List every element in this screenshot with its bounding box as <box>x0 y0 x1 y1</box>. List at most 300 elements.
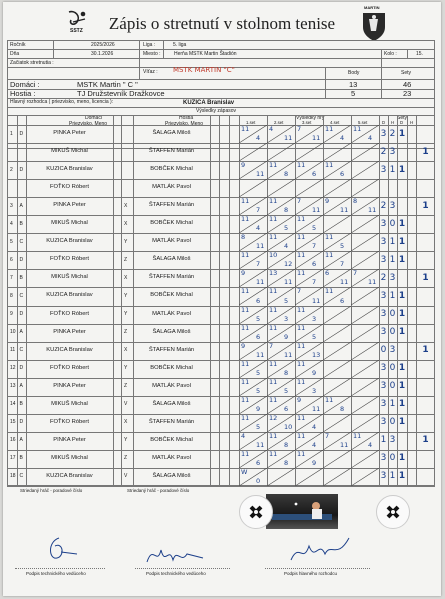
col-h: H <box>391 120 395 125</box>
set-home-score: 11 <box>269 449 278 458</box>
set-cell <box>351 468 379 486</box>
kolo-value: 15. <box>416 51 423 57</box>
home-letter: C <box>19 473 24 480</box>
set-cell <box>351 378 379 396</box>
set-away-score: 11 <box>256 350 265 359</box>
set-away-score: 4 <box>312 440 317 449</box>
set-home-score: 9 <box>241 269 246 278</box>
sets-away: 3 <box>389 435 396 446</box>
set-away-score: 5 <box>284 224 289 233</box>
away-letter: Z <box>124 256 128 263</box>
point-away: 1 <box>422 435 429 446</box>
miesto-label: Miesto : <box>143 51 161 57</box>
away-letter: Y <box>124 365 128 372</box>
set-home-score: 11 <box>297 305 306 314</box>
set-away-score: 8 <box>284 206 289 215</box>
set-cell <box>323 342 351 360</box>
set-away-score: 11 <box>312 206 321 215</box>
table-tennis-photo <box>266 494 338 529</box>
sig-tech-h-label: Podpis technického vedúceho <box>146 571 206 576</box>
match-number: 13 <box>10 383 16 390</box>
away-letter: X <box>124 202 128 209</box>
set-home-score: 11 <box>241 323 250 332</box>
point-away: 1 <box>422 272 429 283</box>
set-away-score: 13 <box>312 350 321 359</box>
away-player: MATLÁK Pavol <box>152 184 191 191</box>
set-home-score: 11 <box>269 323 278 332</box>
away-letter: X <box>124 419 128 426</box>
set-cell <box>323 450 351 468</box>
set-home-score: 11 <box>241 287 250 296</box>
set-home-score: 7 <box>297 287 302 296</box>
away-player: ŠTAFFEN Marián <box>148 202 195 209</box>
set-away-score: 5 <box>312 332 317 341</box>
sets-away: 3 <box>389 345 396 356</box>
sets-home: 3 <box>380 363 387 374</box>
point-home: 1 <box>398 417 406 428</box>
liga-value: 5. liga <box>173 42 187 48</box>
sets-away: 3 <box>389 200 396 211</box>
sets-away: 0 <box>389 218 396 229</box>
sets-home: 3 <box>380 309 387 320</box>
set-home-score: 4 <box>241 431 246 440</box>
sets-home: 3 <box>380 399 387 410</box>
away-player: MATLÁK Pavol <box>152 454 191 461</box>
match-number: 14 <box>10 401 16 408</box>
set-away-score: 5 <box>256 368 261 377</box>
set-header-5: 5.set <box>358 120 368 125</box>
set-away-score: 7 <box>312 242 317 251</box>
away-letter: V <box>124 473 128 480</box>
point-away: 1 <box>422 200 429 211</box>
set-home-score: 11 <box>325 161 334 170</box>
set-home-score: 11 <box>297 161 306 170</box>
set-home-score: 11 <box>269 431 278 440</box>
set-home-score: 11 <box>353 431 362 440</box>
point-home: 1 <box>398 236 406 247</box>
away-player: ŠALAGA Miloš <box>152 328 191 335</box>
home-player: KUZICA Branislav <box>46 166 93 173</box>
sets-home: 3 <box>380 164 387 175</box>
home-player: FOŤKO Róbert <box>50 418 89 425</box>
home-player: MIKUŠ Michal <box>51 274 88 281</box>
point-away: 1 <box>422 345 429 356</box>
set-header-2: 2.set <box>274 120 284 125</box>
signature-tech-d <box>41 532 86 567</box>
home-player: FOŤKO Róbert <box>50 310 89 317</box>
home-letter: D <box>19 130 24 137</box>
match-number: 6 <box>10 256 13 263</box>
away-letter: Y <box>124 238 128 245</box>
set-away-score: 11 <box>256 440 265 449</box>
set-cell <box>351 324 379 342</box>
sets-away: 1 <box>389 236 396 247</box>
away-player: BOBČEK Michal <box>150 166 193 173</box>
home-letter: B <box>19 401 23 408</box>
away-letter: Y <box>124 292 128 299</box>
home-letter: B <box>19 274 23 281</box>
set-home-score: 11 <box>297 359 306 368</box>
grid-vline <box>121 115 122 486</box>
set-home-score: 11 <box>325 287 334 296</box>
set-away-score: 4 <box>284 242 289 251</box>
set-away-score: 4 <box>368 440 373 449</box>
set-home-score: 7 <box>325 431 330 440</box>
set-away-score: 3 <box>284 314 289 323</box>
col-hh: H <box>410 120 414 125</box>
set-away-score: 6 <box>312 170 317 179</box>
set-away-score: 11 <box>340 440 349 449</box>
set-home-score: 11 <box>241 251 250 260</box>
set-away-score: 9 <box>312 458 317 467</box>
set-away-score: 4 <box>256 134 261 143</box>
set-home-score: 11 <box>325 251 334 260</box>
set-away-score: 8 <box>284 440 289 449</box>
sets-home: 2 <box>380 146 387 157</box>
set-away-score: 4 <box>256 224 261 233</box>
sets-home: 3 <box>380 218 387 229</box>
away-player: ŠTAFFEN Marián <box>148 418 195 425</box>
set-cell <box>351 342 379 360</box>
col-sety: Sety <box>397 115 408 121</box>
set-cell <box>351 450 379 468</box>
set-cell <box>351 287 379 305</box>
grid-vline <box>219 115 220 486</box>
away-letter: Y <box>124 437 128 444</box>
set-away-score: 5 <box>340 242 345 251</box>
set-home-score: 11 <box>297 215 306 224</box>
set-cell <box>323 360 351 378</box>
home-letter: B <box>19 455 23 462</box>
away-letter: Y <box>124 311 128 318</box>
sets-home: 3 <box>380 290 387 301</box>
set-away-score: 11 <box>312 134 321 143</box>
away-letter: V <box>124 401 128 408</box>
set-cell <box>323 468 351 486</box>
set-away-score: 11 <box>284 350 293 359</box>
liga-label: Liga : <box>143 42 156 48</box>
match-number: 8 <box>10 292 13 299</box>
grid-vline <box>17 115 18 486</box>
set-cell <box>323 215 351 233</box>
grid-vline <box>113 115 114 486</box>
set-home-score: 10 <box>269 251 278 260</box>
match-number: 10 <box>10 329 16 336</box>
set-away-score: 11 <box>340 278 349 287</box>
sets-away: 3 <box>389 272 396 283</box>
set-away-score: 11 <box>312 296 321 305</box>
home-letter: A <box>19 437 23 444</box>
point-home: 1 <box>398 164 406 175</box>
match-number: 9 <box>10 311 13 318</box>
sets-home: 3 <box>380 381 387 392</box>
set-home-score: 11 <box>297 413 306 422</box>
home-player: KUZICA Branislav <box>46 238 93 245</box>
set-home-score: 11 <box>241 449 250 458</box>
sets-away: 1 <box>389 164 396 175</box>
set-away-score: 11 <box>256 278 265 287</box>
set-home-score: 11 <box>241 197 250 206</box>
stridany-h-label: Striedaný hráč - poradové číslo <box>127 488 190 493</box>
match-number: 1 <box>10 130 13 137</box>
point-home: 1 <box>398 218 406 229</box>
home-letter: C <box>19 347 24 354</box>
set-away-score: 8 <box>340 404 345 413</box>
match-number: 15 <box>10 419 16 426</box>
set-home-score: 11 <box>269 197 278 206</box>
set-cell <box>351 179 379 197</box>
set-cell <box>323 414 351 432</box>
away-player: BOBČEK Michal <box>150 220 193 227</box>
home-player: PINKA Peter <box>53 328 86 335</box>
set-home-score: 11 <box>269 215 278 224</box>
home-letter: D <box>19 166 24 173</box>
sets-away: 0 <box>389 417 396 428</box>
home-player: MIKUŠ Michal <box>51 454 88 461</box>
set-home-score: 9 <box>325 197 330 206</box>
point-away: 1 <box>422 146 429 157</box>
away-letter: Z <box>124 383 128 390</box>
set-cell <box>323 143 351 161</box>
point-home: 1 <box>398 128 406 139</box>
vitaz-value: MSTK MARTIN "C" <box>173 66 235 74</box>
set-home-score: 11 <box>297 449 306 458</box>
set-home-score: 11 <box>325 233 334 242</box>
set-home-score: 11 <box>269 395 278 404</box>
sets-home: 3 <box>380 236 387 247</box>
grid-vline <box>407 115 408 486</box>
home-player: FOŤKO Róbert <box>50 256 89 263</box>
set-away-score: 6 <box>340 296 345 305</box>
set-header-4: 4.set <box>330 120 340 125</box>
set-cell <box>323 324 351 342</box>
rocnik-value: 2025/2026 <box>91 42 115 48</box>
set-away-score: 6 <box>256 296 261 305</box>
sets-away: 2 <box>389 128 396 139</box>
away-letter: X <box>124 220 128 227</box>
set-home-score: 11 <box>241 215 250 224</box>
set-away-score: 5 <box>284 296 289 305</box>
set-cell <box>351 215 379 233</box>
set-away-score: 8 <box>284 458 289 467</box>
set-home-score: 11 <box>269 359 278 368</box>
set-home-score: 7 <box>297 197 302 206</box>
sets-away: 1 <box>389 471 396 482</box>
sets-away: 1 <box>389 399 396 410</box>
away-player: MATLÁK Pavol <box>152 310 191 317</box>
match-number: 5 <box>10 238 13 245</box>
domaci-value: MSTK Martin " C " <box>77 80 138 89</box>
set-cell <box>267 468 295 486</box>
set-away-score: 3 <box>312 314 317 323</box>
home-letter: C <box>19 238 24 245</box>
set-header-3: 3.set <box>302 120 312 125</box>
sig-tech-d-label: Podpis technického vedúceho <box>26 571 86 576</box>
grid-vline <box>416 115 417 486</box>
set-home-score: 11 <box>269 377 278 386</box>
set-cell <box>351 360 379 378</box>
set-cell <box>239 179 267 197</box>
set-away-score: 6 <box>256 332 261 341</box>
set-away-score: 11 <box>340 206 349 215</box>
point-home: 1 <box>398 471 406 482</box>
sets-away: 1 <box>389 290 396 301</box>
crest-caption: MARTIN <box>364 5 380 10</box>
rozhodca-value: KUZICA Branislav <box>183 100 235 106</box>
set-away-score: 10 <box>284 422 293 431</box>
match-number: 16 <box>10 437 16 444</box>
away-player: MATLÁK Pavol <box>152 238 191 245</box>
sets-away: 0 <box>389 327 396 338</box>
set-away-score: 4 <box>340 134 345 143</box>
set-home-score: 11 <box>241 359 250 368</box>
kolo-label: Kolo : <box>384 51 397 57</box>
ball-logo-left <box>239 495 273 529</box>
ball-logo-right <box>376 495 410 529</box>
match-number: 4 <box>10 220 13 227</box>
set-home-score: 11 <box>297 233 306 242</box>
match-number: 11 <box>10 347 16 354</box>
hostia-body: 5 <box>351 89 356 98</box>
point-home: 1 <box>398 254 406 265</box>
away-player: ŠTAFFEN Marián <box>148 148 195 155</box>
col-domaci: Domáci <box>85 115 102 121</box>
point-home: 1 <box>398 399 406 410</box>
rozhodca-label: Hlavný rozhodca ( priezvisko, meno, licencia ): <box>10 99 114 105</box>
set-away-score: 5 <box>284 386 289 395</box>
dna-value: 30.1.2026 <box>91 51 114 57</box>
set-away-score: 5 <box>256 314 261 323</box>
set-home-score: 11 <box>269 161 278 170</box>
away-player: ŠALAGA Miloš <box>152 400 191 407</box>
set-cell <box>295 179 323 197</box>
home-letter: D <box>19 419 24 426</box>
sets-home: 3 <box>380 471 387 482</box>
match-number: 3 <box>10 202 13 209</box>
set-away-score: 5 <box>312 224 317 233</box>
set-cell <box>239 143 267 161</box>
set-away-score: 6 <box>256 458 261 467</box>
miesto-value: Herňa MSTK Martin Štadión <box>174 51 237 57</box>
set-cell <box>351 251 379 269</box>
point-home: 1 <box>398 453 406 464</box>
home-player: FOŤKO Róbert <box>50 364 89 371</box>
set-cell <box>351 143 379 161</box>
set-home-score: 9 <box>241 161 246 170</box>
away-letter: X <box>124 347 128 354</box>
sets-home: 2 <box>380 272 387 283</box>
set-home-score: 11 <box>325 125 334 133</box>
home-player: PINKA Peter <box>53 202 86 209</box>
set-away-score: 9 <box>312 368 317 377</box>
set-home-score: 11 <box>269 233 278 242</box>
set-home-score: 9 <box>297 395 302 404</box>
col-vysledky: Výsledky hry <box>296 115 325 121</box>
col-dd: D <box>400 120 404 125</box>
set-home-score: 13 <box>269 269 278 278</box>
home-letter: A <box>19 383 23 390</box>
set-home-score: 12 <box>269 413 278 422</box>
set-away-score: 7 <box>256 206 261 215</box>
away-player: BOBČEK Michal <box>150 436 193 443</box>
set-away-score: 11 <box>284 134 293 143</box>
vysledky-zapasov: Výsledky zápasov <box>196 108 237 114</box>
match-number: 18 <box>10 473 16 480</box>
point-home: 1 <box>398 290 406 301</box>
away-player: ŠALAGA Miloš <box>152 472 191 479</box>
away-player: BOBČEK Michal <box>150 364 193 371</box>
set-home-score: 11 <box>297 269 306 278</box>
set-cell <box>351 414 379 432</box>
set-away-score: 5 <box>256 422 261 431</box>
away-player: ŠALAGA Miloš <box>152 130 191 137</box>
set-cell <box>267 143 295 161</box>
sets-away: 0 <box>389 309 396 320</box>
set-away-score: 8 <box>284 170 289 179</box>
set-away-score: 7 <box>340 260 345 269</box>
zaciatok-label: Začiatok stretnutia : <box>10 60 54 66</box>
set-home-score: 7 <box>297 125 302 133</box>
set-home-score: 6 <box>325 269 330 278</box>
set-home-score: 11 <box>325 395 334 404</box>
set-home-score: 11 <box>241 395 250 404</box>
set-cell <box>295 468 323 486</box>
col-domaci-sub: Priezvisko, Meno <box>69 121 108 127</box>
set-home-score: 7 <box>353 269 358 278</box>
match-number: 7 <box>10 274 13 281</box>
home-letter: A <box>19 329 23 336</box>
set-away-score: 3 <box>312 386 317 395</box>
home-player: KUZICA Branislav <box>46 292 93 299</box>
set-home-score: 11 <box>269 287 278 296</box>
home-player: MIKUŠ Michal <box>51 220 88 227</box>
away-player: MATLÁK Pavol <box>152 382 191 389</box>
away-letter: Z <box>124 455 128 462</box>
row-divider <box>7 486 435 487</box>
home-letter: A <box>19 202 23 209</box>
domaci-label: Domáci : <box>10 80 40 89</box>
home-player: MIKUŠ Michal <box>51 148 88 155</box>
home-letter: D <box>19 256 24 263</box>
grid-vline <box>229 115 230 486</box>
set-home-score: 11 <box>269 305 278 314</box>
point-home: 1 <box>398 309 406 320</box>
home-letter: C <box>19 292 24 299</box>
set-home-score: 11 <box>353 125 362 133</box>
sets-home: 3 <box>380 327 387 338</box>
home-player: MIKUŠ Michal <box>51 400 88 407</box>
set-cell <box>351 306 379 324</box>
dna-label: Dňa <box>10 51 20 57</box>
sets-away: 0 <box>389 363 396 374</box>
sets-home: 3 <box>380 417 387 428</box>
set-home-score: 11 <box>297 251 306 260</box>
set-home-score: W <box>241 467 248 476</box>
set-cell <box>295 143 323 161</box>
sets-away: 0 <box>389 453 396 464</box>
stridany-d-label: Striedaný hráč - poradové číslo <box>20 488 83 493</box>
score-sheet <box>3 2 441 596</box>
set-home-score: 11 <box>297 431 306 440</box>
set-home-score: 11 <box>241 413 250 422</box>
home-letter: B <box>19 220 23 227</box>
set-away-score: 11 <box>284 278 293 287</box>
set-cell <box>267 179 295 197</box>
sig-rozhodca-label: Podpis hlavného rozhodcu <box>284 571 338 576</box>
sets-home: 0 <box>380 345 387 356</box>
set-cell <box>323 378 351 396</box>
set-home-score: 4 <box>269 125 274 133</box>
